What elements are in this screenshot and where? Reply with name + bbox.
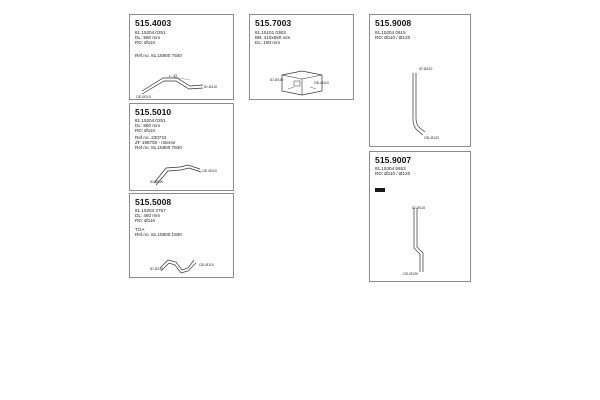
part-card-515-5010 bbox=[129, 103, 234, 191]
od-label: OD Ø120 bbox=[424, 136, 440, 140]
part-line-2: BB: 410x550 mm bbox=[255, 35, 291, 40]
tail-pipe-drawing bbox=[370, 15, 472, 148]
part-line-2: DL: 960 mm bbox=[135, 35, 161, 40]
part-line-5: TGA bbox=[135, 227, 145, 232]
part-line-1: 81.15101 0363 bbox=[255, 30, 286, 35]
part-card-515-9007 bbox=[369, 151, 471, 282]
part-line-2: DL: 460 mm bbox=[135, 213, 161, 218]
id-label: ID Ø110 bbox=[270, 78, 284, 82]
part-line-3: RD: Ø110 bbox=[135, 218, 156, 223]
part-line-1: 81.15304 5653 bbox=[375, 166, 406, 171]
part-code: 515.5010 bbox=[135, 107, 172, 117]
exhaust-pipe-drawing bbox=[130, 104, 235, 192]
od-label: OD Ø110 bbox=[199, 263, 214, 267]
id-label: ID Ø110 bbox=[412, 206, 426, 210]
part-line-3: DL: 180 mm bbox=[255, 40, 281, 45]
od-label: OD Ø120 bbox=[403, 272, 419, 276]
part-card-515-4003 bbox=[129, 14, 234, 100]
part-line-5: Ref.no. 230742 bbox=[135, 135, 167, 140]
part-line-6: ZF 195750 - Interior bbox=[135, 140, 176, 145]
od-label: OD Ø110 bbox=[202, 169, 217, 173]
id-label: ID Ø120 bbox=[419, 67, 433, 71]
exhaust-pipe-drawing bbox=[130, 194, 235, 279]
part-line-2: RD: Ø110 / Ø120 bbox=[375, 35, 411, 40]
part-line-1: 81.15204 0615 bbox=[375, 30, 406, 35]
part-card-515-7003 bbox=[249, 14, 354, 100]
od-label: OD Ø110 bbox=[136, 95, 151, 99]
exhaust-pipe-drawing bbox=[130, 15, 235, 101]
id-label: ID Ø110 bbox=[150, 180, 164, 184]
part-code: 515.4003 bbox=[135, 18, 172, 28]
part-card-515-5008 bbox=[129, 193, 234, 278]
part-code: 515.5008 bbox=[135, 197, 172, 207]
dim-label: L: 43 bbox=[169, 74, 177, 78]
part-line-3: RD: Ø110 bbox=[135, 128, 156, 133]
id-label: ID Ø110 bbox=[204, 85, 218, 89]
part-line-1: 81.15204 3757 bbox=[135, 208, 166, 213]
part-line-2: RD: Ø110 / Ø120 bbox=[375, 171, 411, 176]
part-line-6: Ref.no. 81.15800 1500 bbox=[135, 232, 182, 237]
part-code: 515.7003 bbox=[255, 18, 292, 28]
part-line-1: 81.15204 0251 bbox=[135, 118, 166, 123]
part-line-5: Ref.no. 81.15800 7500 bbox=[135, 53, 182, 58]
id-label: ID Ø110 bbox=[150, 267, 164, 271]
part-line-3: RD: Ø110 bbox=[135, 40, 156, 45]
part-code: 515.9007 bbox=[375, 155, 412, 165]
tail-pipe-drawing bbox=[370, 152, 472, 283]
part-code: 515.9008 bbox=[375, 18, 412, 28]
part-line-7: Ref.no. 81.15800 7500 bbox=[135, 145, 182, 150]
part-line-2: DL: 860 mm bbox=[135, 123, 161, 128]
part-card-515-9008 bbox=[369, 14, 471, 147]
part-line-1: 81.15204 0251 bbox=[135, 30, 166, 35]
od-label: OD Ø110 bbox=[314, 81, 329, 85]
muffler-drawing bbox=[250, 15, 355, 101]
